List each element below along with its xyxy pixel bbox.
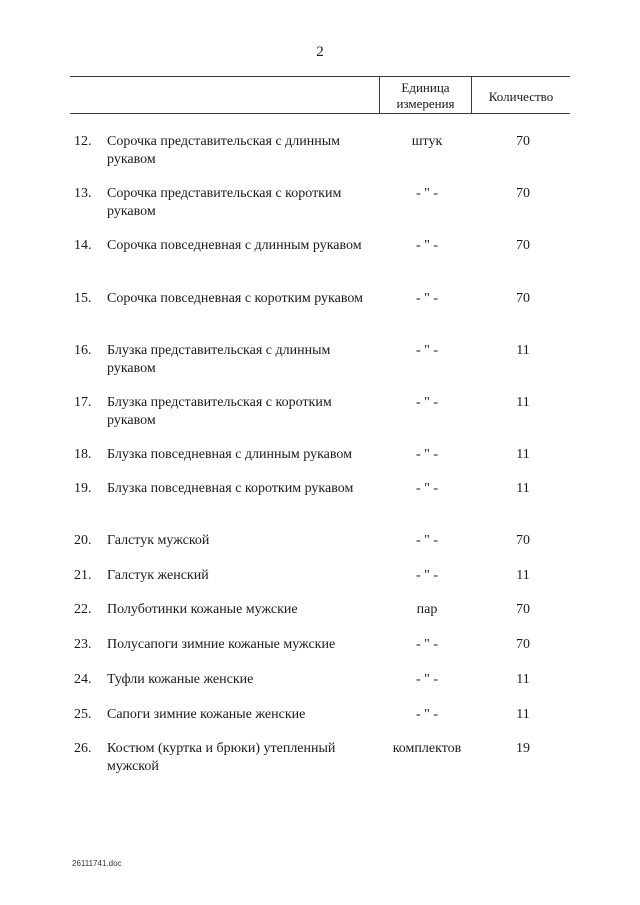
row-quantity: 70 xyxy=(516,533,530,548)
row-quantity: 11 xyxy=(516,395,530,410)
row-item-name: Галстук мужской xyxy=(107,533,210,548)
row-number: 23. xyxy=(74,637,92,652)
header-unit-line1: Единица xyxy=(401,80,450,95)
row-item-name: Полуботинки кожаные мужские xyxy=(107,602,298,617)
row-number: 18. xyxy=(74,447,92,462)
row-number: 17. xyxy=(74,395,92,410)
row-number: 14. xyxy=(74,238,92,253)
row-number: 13. xyxy=(74,186,92,201)
row-quantity: 11 xyxy=(516,481,530,496)
row-quantity: 11 xyxy=(516,447,530,462)
row-unit: штук xyxy=(411,134,443,149)
row-quantity: 11 xyxy=(516,672,530,687)
row-unit: - " - xyxy=(415,238,439,253)
row-number: 16. xyxy=(74,343,92,358)
row-item-name: Галстук женский xyxy=(107,568,209,583)
row-unit: - " - xyxy=(415,481,439,496)
row-unit: - " - xyxy=(415,568,439,583)
row-quantity: 11 xyxy=(516,343,530,358)
row-unit: комплектов xyxy=(392,741,462,756)
row-quantity: 11 xyxy=(516,568,530,583)
row-number: 22. xyxy=(74,602,92,617)
row-unit: - " - xyxy=(415,395,439,410)
row-unit: - " - xyxy=(415,637,439,652)
header-quantity-column: Количество xyxy=(488,89,554,104)
header-bottom-rule xyxy=(70,113,570,114)
page-number: 2 xyxy=(316,44,324,60)
row-unit: - " - xyxy=(415,672,439,687)
row-unit: пар xyxy=(416,602,438,617)
row-item-name: Туфли кожаные женские xyxy=(107,672,254,687)
row-quantity: 70 xyxy=(516,637,530,652)
row-item-name: Блузка повседневная с длинным рукавом xyxy=(107,447,352,462)
row-item-name: Сорочка повседневная с длинным рукавом xyxy=(107,238,362,253)
table-header xyxy=(70,76,570,114)
row-number: 19. xyxy=(74,481,92,496)
row-unit: - " - xyxy=(415,533,439,548)
footer-filename: 26111741.doc xyxy=(72,859,122,868)
row-number: 12. xyxy=(74,134,92,149)
header-top-rule xyxy=(70,76,570,77)
row-item-name: Сорочка представительская с коротким рукавом xyxy=(107,186,342,219)
row-number: 20. xyxy=(74,533,92,548)
row-number: 15. xyxy=(74,291,92,306)
row-item-name: Блузка повседневная с коротким рукавом xyxy=(107,481,354,496)
row-item-name: Полусапоги зимние кожаные мужские xyxy=(107,637,336,652)
row-number: 26. xyxy=(74,741,92,756)
row-item-name: Сорочка повседневная с коротким рукавом xyxy=(107,291,363,306)
row-quantity: 70 xyxy=(516,186,530,201)
row-quantity: 70 xyxy=(516,602,530,617)
row-number: 21. xyxy=(74,568,92,583)
row-unit: - " - xyxy=(415,186,439,201)
row-quantity: 19 xyxy=(516,741,530,756)
row-item-name: Сапоги зимние кожаные женские xyxy=(107,707,306,722)
row-unit: - " - xyxy=(415,447,439,462)
row-quantity: 70 xyxy=(516,238,530,253)
header-unit-column xyxy=(380,80,471,112)
row-quantity: 70 xyxy=(516,134,530,149)
row-unit: - " - xyxy=(415,707,439,722)
row-item-name: Костюм (куртка и брюки) утепленный мужской xyxy=(107,741,336,774)
row-quantity: 70 xyxy=(516,291,530,306)
row-number: 24. xyxy=(74,672,92,687)
row-number: 25. xyxy=(74,707,92,722)
row-unit: - " - xyxy=(415,291,439,306)
row-quantity: 11 xyxy=(516,707,530,722)
row-unit: - " - xyxy=(415,343,439,358)
row-item-name: Блузка представительская с коротким рукавом xyxy=(107,395,332,428)
row-item-name: Сорочка представительская с длинным рукавом xyxy=(107,134,341,167)
row-item-name: Блузка представительская с длинным рукавом xyxy=(107,343,331,376)
header-unit-line2: измерения xyxy=(396,96,455,111)
